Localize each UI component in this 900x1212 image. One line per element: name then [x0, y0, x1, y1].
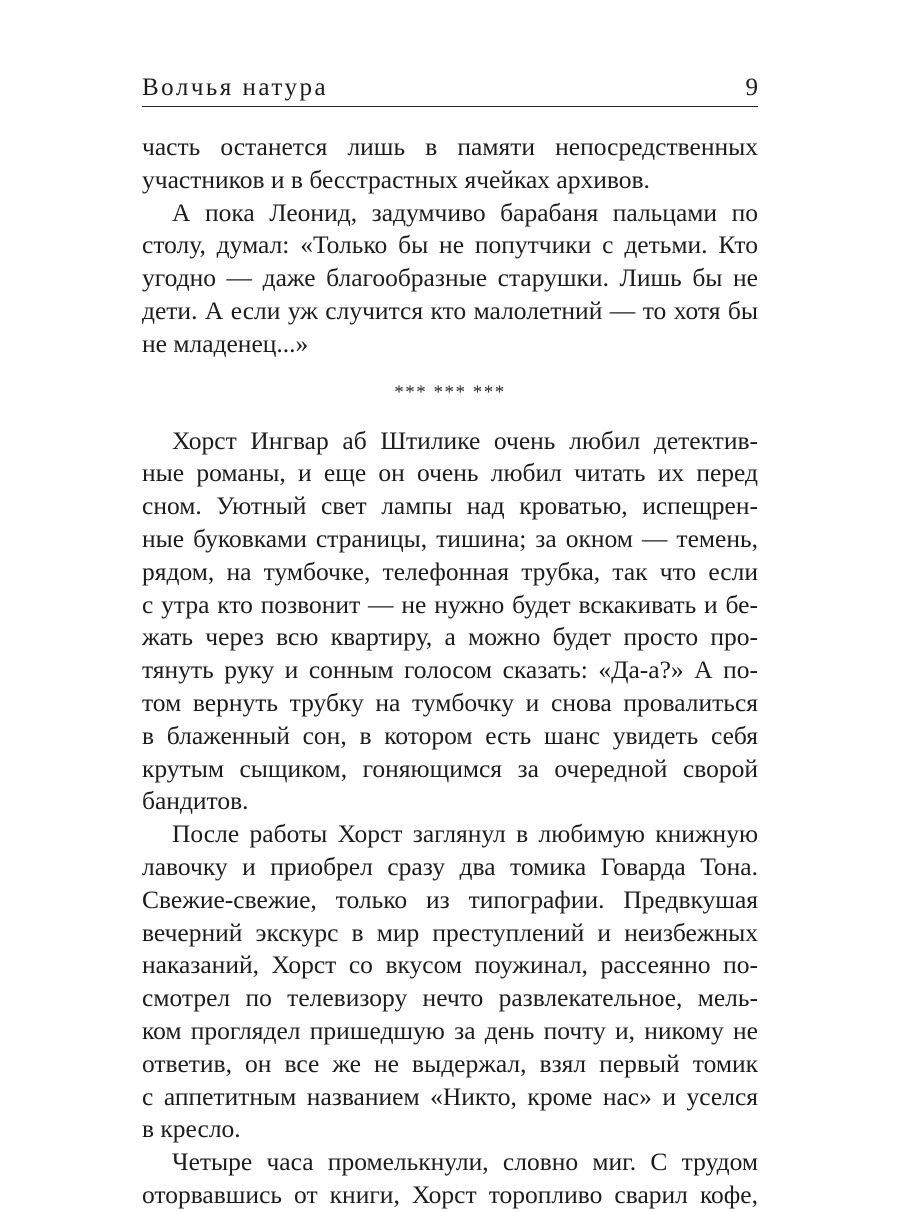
text-line: с аппетитным названием «Никто, кроме нас» и уселся — [142, 1081, 758, 1111]
text-line: Хорст Ингвар аб Штилике очень любил детектив- — [172, 425, 758, 455]
text-line: жать через всю квартиру, а можно будет просто про- — [142, 622, 758, 652]
text-line: Четыре часа промелькнули, словно миг. С трудом — [172, 1147, 758, 1177]
body-text — [142, 131, 758, 1212]
text-line: ком проглядел пришедшую за день почту и, никому не — [142, 1015, 758, 1045]
text-line: крутым сыщиком, гоняющимся за очередной сворой — [142, 753, 758, 783]
text-line: наказаний, Хорст со вкусом поужинал, рассеянно по- — [142, 950, 758, 980]
text-line: лавочку и приобрел сразу два томика Говарда Тона. — [142, 851, 758, 881]
text-line: не младенец...» — [142, 328, 309, 358]
text-line: столу, думал: «Только бы не попутчики с детьми. Кто — [142, 230, 758, 260]
text-line: Свежие-свежие, только из типографии. Предвкушая — [142, 884, 758, 914]
text-line: ные буковками страницы, тишина; за окном — темень, — [142, 523, 758, 553]
text-line: с утра кто позвонит — не нужно будет вскакивать и бе- — [142, 589, 758, 619]
text-line: оторвавшись от книги, Хорст торопливо сварил кофе, — [142, 1179, 758, 1209]
text-line: часть останется лишь в памяти непосредственных — [142, 132, 758, 161]
page-number: 9 — [745, 74, 758, 101]
text-line: угодно — даже благообразные старушки. Лишь бы не — [142, 263, 758, 293]
page-header — [142, 66, 758, 107]
text-line: том вернуть трубку на тумбочку и снова провалиться — [142, 687, 758, 717]
text-line: вечерний экскурс в мир преступлений и неизбежных — [142, 917, 758, 947]
text-line: ные романы, и еще он очень любил читать их перед — [142, 458, 758, 488]
text-line: дети. А если уж случится кто малолетний — то хотя бы — [142, 295, 758, 325]
text-line: А пока Леонид, задумчиво барабаня пальцами по — [172, 197, 758, 227]
text-line: смотрел по телевизору нечто развлекательное, мель- — [142, 983, 758, 1013]
text-line: в кресло. — [142, 1114, 241, 1144]
text-line: в блаженный сон, в котором есть шанс увидеть себя — [142, 720, 758, 750]
running-title: Волчья натура — [142, 74, 329, 101]
text-line: рядом, на тумбочке, телефонная трубка, так что если — [142, 556, 758, 586]
scene-separator: *** *** *** — [394, 381, 506, 403]
text-line: сном. Уютный свет лампы над кроватью, испещрен- — [142, 491, 758, 521]
text-line: бандитов. — [142, 786, 249, 816]
text-line: участников и в бесстрастных ячейках архивов. — [142, 164, 650, 194]
text-line: тянуть руку и сонным голосом сказать: «Да-а?» А по- — [142, 655, 758, 685]
text-line: После работы Хорст заглянул в любимую книжную — [172, 819, 758, 849]
text-line: ответив, он все же не выдержал, взял первый томик — [142, 1048, 758, 1078]
